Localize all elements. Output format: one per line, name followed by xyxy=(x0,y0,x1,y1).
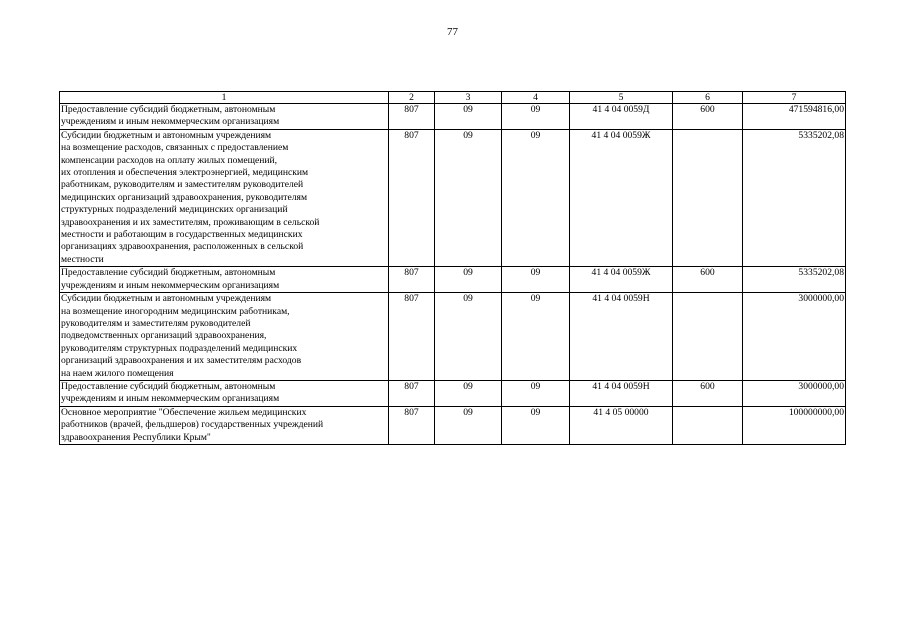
section-code: 09 xyxy=(435,293,502,381)
row-description xyxy=(60,104,389,130)
header-row xyxy=(60,92,846,104)
table-body xyxy=(60,104,846,445)
description-line: здравоохранения и их заместителям, проживающим в сельской xyxy=(61,216,320,228)
expense-type-code: 600 xyxy=(673,104,743,130)
section-code: 09 xyxy=(435,129,502,266)
description-line: на возмещение иногородним медицинским работникам, xyxy=(61,305,290,317)
table-row xyxy=(60,267,846,293)
description-line: Субсидии бюджетным и автономным учреждениям xyxy=(61,129,272,141)
budget-table xyxy=(59,91,846,445)
description-line: местности и работающим в государственных медицинских xyxy=(61,229,303,241)
amount-cell: 3000000,00 xyxy=(743,293,846,381)
section-code: 09 xyxy=(435,104,502,130)
description-line: работникам, руководителям и заместителям руководителей xyxy=(61,179,304,191)
subsection-code: 09 xyxy=(502,380,570,406)
description-line: руководителям и заместителям руководителей xyxy=(61,317,251,329)
chapter-code: 807 xyxy=(389,267,435,293)
target-item-code: 41 4 04 0059Д xyxy=(570,104,673,130)
section-code: 09 xyxy=(435,267,502,293)
description-line: Основное мероприятие "Обеспечение жильем медицинских xyxy=(61,406,307,418)
chapter-code: 807 xyxy=(389,406,435,444)
expense-type-code: 600 xyxy=(673,380,743,406)
description-line: учреждениям и иным некоммерческим организациям xyxy=(61,393,280,405)
column-header-4: 4 xyxy=(502,92,570,104)
column-header-6: 6 xyxy=(673,92,743,104)
expense-type-code xyxy=(673,406,743,444)
amount-cell: 471594816,00 xyxy=(743,104,846,130)
column-header-5: 5 xyxy=(570,92,673,104)
description-line: Предоставление субсидий бюджетным, автономным xyxy=(61,104,276,115)
description-line: учреждениям и иным некоммерческим организациям xyxy=(61,116,280,128)
description-line: Предоставление субсидий бюджетным, автономным xyxy=(61,267,276,279)
description-line: на наем жилого помещения xyxy=(61,367,174,379)
column-header-3: 3 xyxy=(435,92,502,104)
subsection-code: 09 xyxy=(502,293,570,381)
target-item-code: 41 4 04 0059Н xyxy=(570,380,673,406)
subsection-code: 09 xyxy=(502,129,570,266)
row-description xyxy=(60,129,389,266)
subsection-code: 09 xyxy=(502,104,570,130)
description-line: их отопления и обеспечения электроэнергией, медицинским xyxy=(61,167,309,179)
description-line: здравоохранения Республики Крым" xyxy=(61,431,211,443)
amount-cell: 5335202,08 xyxy=(743,267,846,293)
column-header-7: 7 xyxy=(743,92,846,104)
amount-cell: 5335202,08 xyxy=(743,129,846,266)
section-code: 09 xyxy=(435,406,502,444)
chapter-code: 807 xyxy=(389,129,435,266)
section-code: 09 xyxy=(435,380,502,406)
amount-cell: 100000000,00 xyxy=(743,406,846,444)
description-line: на возмещение расходов, связанных с предоставлением xyxy=(61,142,289,154)
description-line: компенсации расходов на оплату жилых помещений, xyxy=(61,154,278,166)
table-row xyxy=(60,406,846,444)
target-item-code: 41 4 04 0059Н xyxy=(570,293,673,381)
expense-type-code xyxy=(673,129,743,266)
description-line: местности xyxy=(61,253,104,265)
description-line: работников (врачей, фельдшеров) государственных учреждений xyxy=(61,419,324,431)
description-line: организаций здравоохранения и их заместителям расходов xyxy=(61,355,302,367)
table-row xyxy=(60,104,846,130)
column-header-1: 1 xyxy=(60,92,389,104)
chapter-code: 807 xyxy=(389,293,435,381)
row-description xyxy=(60,380,389,406)
description-line: учреждениям и иным некоммерческим организациям xyxy=(61,279,280,291)
column-header-2: 2 xyxy=(389,92,435,104)
row-description xyxy=(60,406,389,444)
description-line: организациях здравоохранения, расположенных в сельской xyxy=(61,241,304,253)
description-line: медицинских организаций здравоохранения, руководителям xyxy=(61,191,308,203)
row-description xyxy=(60,293,389,381)
table-row xyxy=(60,293,846,381)
chapter-code: 807 xyxy=(389,380,435,406)
amount-cell: 3000000,00 xyxy=(743,380,846,406)
description-line: Субсидии бюджетным и автономным учреждениям xyxy=(61,293,272,305)
page-number: 77 xyxy=(447,26,458,38)
target-item-code: 41 4 04 0059Ж xyxy=(570,129,673,266)
target-item-code: 41 4 05 00000 xyxy=(570,406,673,444)
subsection-code: 09 xyxy=(502,267,570,293)
table-row xyxy=(60,129,846,266)
subsection-code: 09 xyxy=(502,406,570,444)
expense-type-code xyxy=(673,293,743,381)
description-line: руководителям структурных подразделений медицинских xyxy=(61,342,298,354)
chapter-code: 807 xyxy=(389,104,435,130)
target-item-code: 41 4 04 0059Ж xyxy=(570,267,673,293)
description-line: подведомственных организаций здравоохранения, xyxy=(61,330,267,342)
row-description xyxy=(60,267,389,293)
expense-type-code: 600 xyxy=(673,267,743,293)
description-line: Предоставление субсидий бюджетным, автономным xyxy=(61,380,276,392)
table-row xyxy=(60,380,846,406)
description-line: структурных подразделений медицинских организаций xyxy=(61,204,288,216)
